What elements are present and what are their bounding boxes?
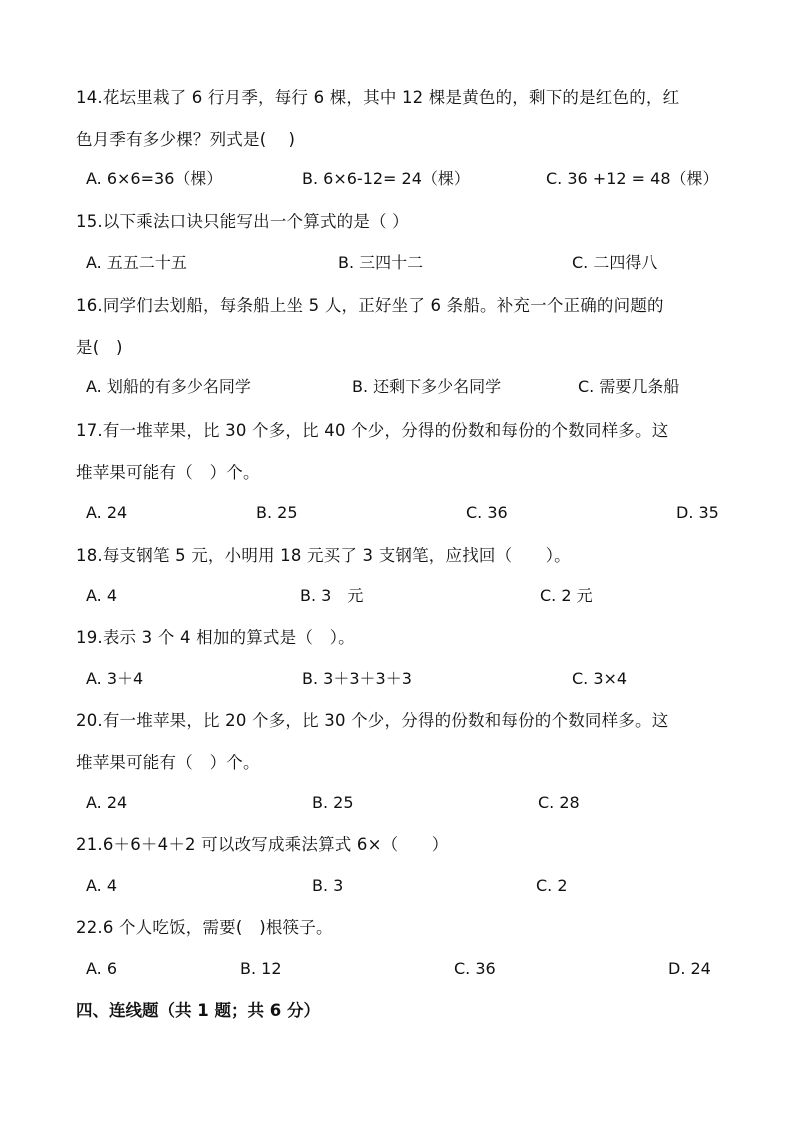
question-line: 14.花坛里栽了 6 行月季，每行 6 棵，其中 12 棵是黄色的，剩下的是红色的，红	[76, 88, 680, 107]
question-line: 堆苹果可能有（ ）个。	[76, 462, 260, 482]
question-line: 17.有一堆苹果，比 30 个多，比 40 个少，分得的份数和每份的个数同样多。这	[76, 421, 669, 440]
option-b[interactable]: B. 25	[312, 793, 354, 812]
option-a[interactable]: A. 五五二十五	[86, 253, 187, 272]
question-line: 20.有一堆苹果，比 20 个多，比 30 个少，分得的份数和每份的个数同样多。这	[76, 711, 669, 730]
question-15	[76, 201, 720, 243]
question-18	[76, 535, 720, 577]
option-a[interactable]: A. 4	[86, 586, 118, 605]
question-line: 15.以下乘法口诀只能写出一个算式的是（ ）	[76, 212, 409, 231]
options-14	[86, 164, 726, 194]
option-a[interactable]: A. 4	[86, 876, 118, 895]
question-line: 22.6 个人吃饭，需要( )根筷子。	[76, 918, 333, 937]
option-b[interactable]: B. 三四十二	[338, 253, 424, 272]
section-heading: 四、连线题（共 1 题；共 6 分）	[76, 1001, 320, 1020]
question-14	[76, 77, 720, 160]
option-a[interactable]: A. 划船的有多少名同学	[86, 377, 251, 396]
option-a[interactable]: A. 24	[86, 503, 128, 522]
option-b[interactable]: B. 6×6-12= 24（棵）	[302, 169, 470, 188]
options-19	[86, 664, 726, 694]
option-c[interactable]: C. 2	[536, 876, 568, 895]
question-17	[76, 410, 720, 493]
options-21	[86, 871, 726, 901]
question-21	[76, 824, 720, 866]
options-15	[86, 248, 726, 278]
question-line: 21.6＋6＋4＋2 可以改写成乘法算式 6×（ ）	[76, 835, 449, 854]
question-20	[76, 700, 720, 783]
options-22	[86, 954, 726, 984]
option-c[interactable]: C. 二四得八	[572, 253, 658, 272]
option-c[interactable]: C. 36 +12 = 48（棵）	[546, 169, 719, 188]
option-c[interactable]: C. 需要几条船	[578, 377, 680, 396]
options-16	[86, 372, 726, 402]
option-a[interactable]: A. 3＋4	[86, 669, 144, 688]
option-b[interactable]: B. 3 元	[300, 586, 364, 605]
option-b[interactable]: B. 3	[312, 876, 344, 895]
question-22	[76, 907, 720, 949]
option-a[interactable]: A. 6×6=36（棵）	[86, 169, 223, 188]
question-line: 堆苹果可能有（ ）个。	[76, 752, 260, 772]
option-b[interactable]: B. 25	[256, 503, 298, 522]
options-18	[86, 581, 726, 611]
options-17	[86, 498, 726, 528]
question-line: 16.同学们去划船，每条船上坐 5 人，正好坐了 6 条船。补充一个正确的问题的	[76, 296, 664, 315]
question-line: 色月季有多少棵？列式是( )	[76, 129, 296, 149]
option-d[interactable]: D. 24	[668, 959, 711, 978]
option-b[interactable]: B. 还剩下多少名同学	[352, 377, 502, 396]
option-c[interactable]: C. 36	[466, 503, 508, 522]
option-c[interactable]: C. 36	[454, 959, 496, 978]
options-20	[86, 788, 726, 818]
option-b[interactable]: B. 12	[240, 959, 282, 978]
question-line: 19.表示 3 个 4 相加的算式是（ ）。	[76, 628, 355, 647]
option-d[interactable]: D. 35	[676, 503, 719, 522]
question-19	[76, 617, 720, 659]
question-line: 是( )	[76, 337, 123, 357]
question-16	[76, 285, 720, 368]
question-line: 18.每支钢笔 5 元，小明用 18 元买了 3 支钢笔，应找回（ ）。	[76, 546, 571, 565]
option-c[interactable]: C. 3×4	[572, 669, 628, 688]
option-c[interactable]: C. 28	[538, 793, 580, 812]
option-a[interactable]: A. 24	[86, 793, 128, 812]
option-c[interactable]: C. 2 元	[540, 586, 593, 605]
option-b[interactable]: B. 3＋3＋3＋3	[302, 669, 412, 688]
option-a[interactable]: A. 6	[86, 959, 118, 978]
